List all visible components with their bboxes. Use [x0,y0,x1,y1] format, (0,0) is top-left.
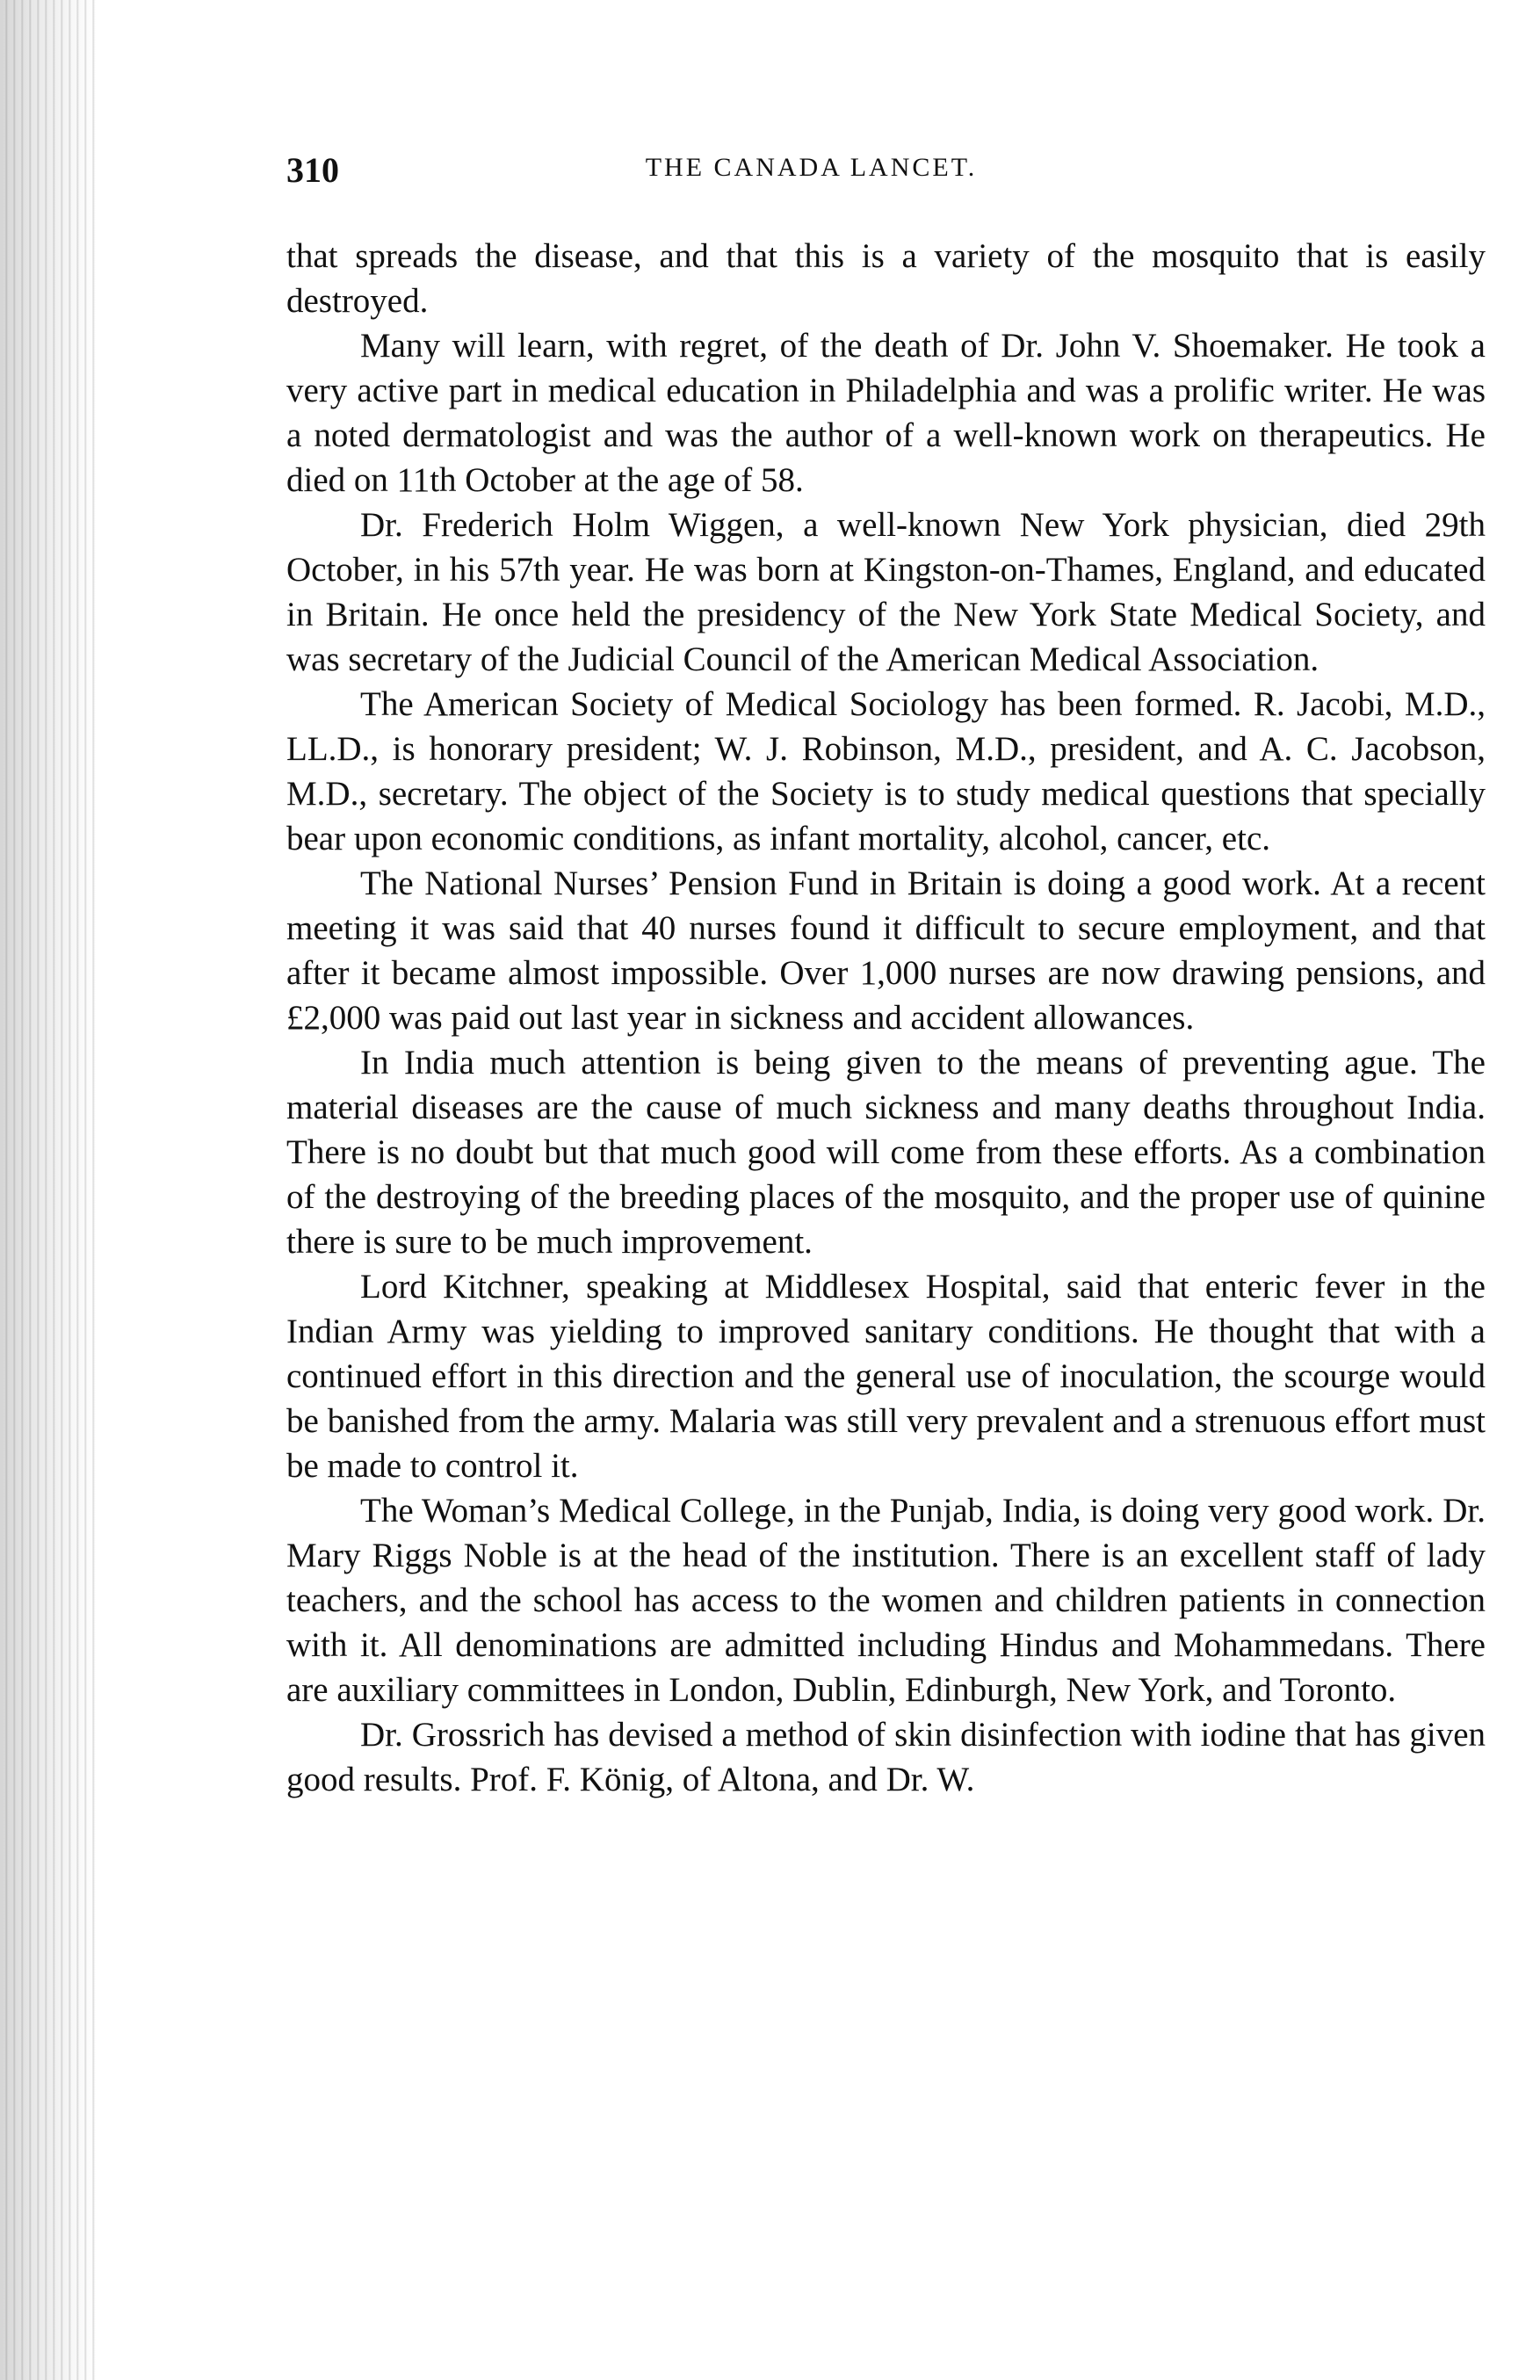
scanned-binding-edge [0,0,97,2380]
paragraph-womans-college: The Woman’s Medical College, in the Punjab, India, is doing very good work. Dr. Mary Riggs Noble is at the head of the institution. There is an excellent staff of lady teachers, and the school has access to the women and children patients in connection with it. All denominations are admitted including Hindus and Mohammedans. There are auxiliary committees in London, Dublin, Edinburgh, New York, and Toronto. [286,1492,1486,1709]
running-head [286,149,1486,202]
paragraph-continued: that spreads the disease, and that this is a variety of the mosquito that is easily destroyed. [286,237,1486,320]
paragraph-india-ague: In India much attention is being given to the means of preventing ague. The material diseases are the cause of much sickness and many deaths throughout India. There is no doubt but that much good will come from these efforts. As a combination of the destroying of the breeding places of the mosquito, and the proper use of quinine there is sure to be much improvement. [286,1044,1486,1261]
page [286,149,1486,1802]
paragraph-shoemaker: Many will learn, with regret, of the death of Dr. John V. Shoemaker. He took a very active part in medical education in Philadelphia and was a prolific writer. He was a noted dermatologist and was the author of a well-known work on therapeutics. He died on 11th October at the age of 58. [286,327,1486,499]
paragraph-medical-sociology: The American Society of Medical Sociology has been formed. R. Jacobi, M.D., LL.D., is honorary president; W. J. Robinson, M.D., president, and A. C. Jacobson, M.D., secretary. The object of the Society is to study medical questions that specially bear upon economic conditions, as infant mortality, alcohol, cancer, etc. [286,685,1486,857]
paragraph-kitchner: Lord Kitchner, speaking at Middlesex Hospital, said that enteric fever in the Indian Army was yielding to improved sanitary conditions. He thought that with a continued effort in this direction and the general use of inoculation, the scourge would be banished from the army. Malaria was still very prevalent and a strenuous effort must be made to control it. [286,1268,1486,1485]
page-number: 310 [286,150,339,190]
paragraph-grossrich: Dr. Grossrich has devised a method of skin disinfection with iodine that has given good results. Prof. F. König, of Altona, and Dr. W. [286,1716,1486,1798]
paragraph-wiggen: Dr. Frederich Holm Wiggen, a well-known New York physician, died 29th October, in his 57th year. He was born at Kingston-on-Thames, England, and educated in Britain. He once held the presidency of the New York State Medical Society, and was secretary of the Judicial Council of the American Medical Association. [286,506,1486,678]
article-body [286,234,1486,1802]
journal-title: THE CANADA LANCET. [645,153,978,182]
paragraph-nurses-pension: The National Nurses’ Pension Fund in Britain is doing a good work. At a recent meeting it was said that 40 nurses found it difficult to secure employment, and that after it became almost impossible. Over 1,000 nurses are now drawing pensions, and £2,000 was paid out last year in sickness and accident allowances. [286,864,1486,1037]
